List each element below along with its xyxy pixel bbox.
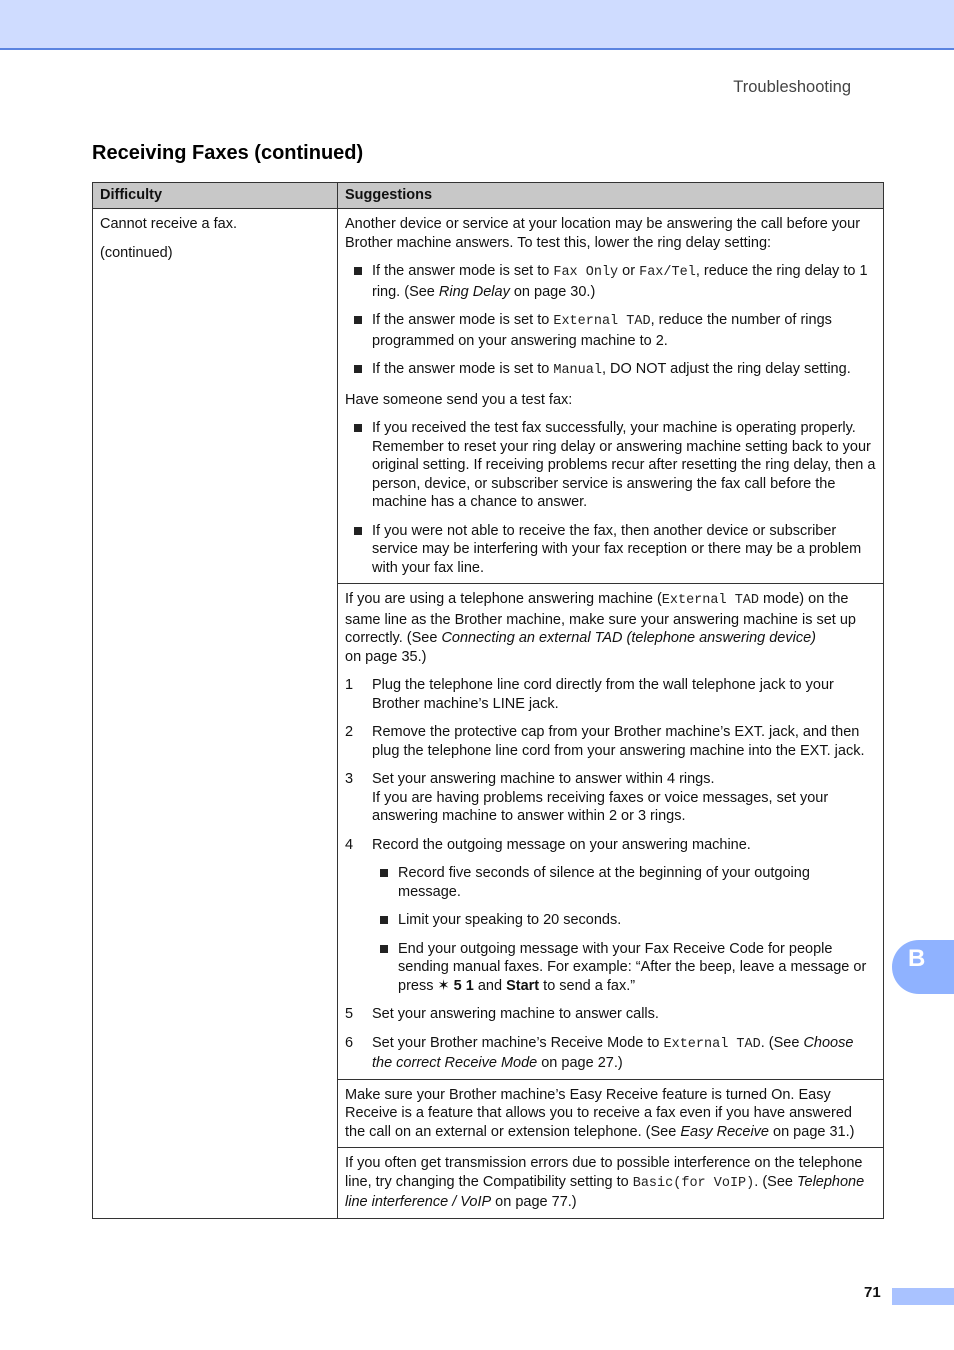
- difficulty-cell: [93, 209, 338, 1219]
- bullet-square-icon: [380, 869, 388, 877]
- bullet-square-icon: [354, 316, 362, 324]
- suggestion-intro: If you are using a telephone answering machine (External TAD mode) on the same line as the Brother machine, make sure your answering machine is set up correctly. (See Connecting an external TAD (telephone answering device) on page 35.): [345, 591, 856, 665]
- step-item: 1 Plug the telephone line cord directly from the wall telephone jack to your Brother machine’s LINE jack.: [345, 677, 834, 712]
- bullet-square-icon: [354, 527, 362, 535]
- suggestion-cell-external-tad: [338, 584, 884, 1080]
- bullet-square-icon: [354, 424, 362, 432]
- page-title: Receiving Faxes (continued): [92, 142, 364, 164]
- step-item: 4 Record the outgoing message on your answering machine.: [345, 836, 751, 853]
- chapter-title: Troubleshooting: [733, 78, 851, 96]
- list-item: If the answer mode is set to External TAD, reduce the number of rings programmed on your answering machine to 2.: [345, 311, 876, 350]
- test-fax-text: Have someone send you a test fax:: [345, 391, 573, 408]
- column-header-difficulty: Difficulty: [93, 183, 338, 209]
- bullet-square-icon: [354, 365, 362, 373]
- step-item: 3 Set your answering machine to answer within 4 rings. If you are having problems receiving faxes or voice messages, set your answering machine to answer within 2 or 3 rings.: [345, 771, 829, 824]
- bullet-square-icon: [380, 945, 388, 953]
- difficulty-text: Cannot receive a fax.: [100, 216, 238, 232]
- suggestion-text: If you often get transmission errors due to possible interference on the telephone line, try changing the Compatibility setting to Basic(for VoIP). (See Telephone line interference / VoIP on page 77.): [345, 1155, 865, 1210]
- suggestion-text: Make sure your Brother machine’s Easy Receive feature is turned On. Easy Receive is a feature that allows you to receive a fax even if you have answered the call on an external or extension telephone. (See Easy Receive on page 31.): [345, 1086, 855, 1140]
- suggestion-cell-ring-delay: [338, 209, 884, 584]
- page-number-bar: [892, 1288, 954, 1305]
- difficulty-continued: (continued): [100, 244, 173, 261]
- table-row: [93, 209, 884, 584]
- step-item: 5 Set your answering machine to answer calls.: [345, 1006, 659, 1022]
- troubleshooting-table: [92, 182, 884, 1219]
- list-item: End your outgoing message with your Fax Receive Code for people sending manual faxes. For example: “After the beep, leave a message or press ✶ 5 1 and Start to send a fax.”: [345, 940, 876, 996]
- table-header-row: [93, 183, 884, 209]
- list-item: If you were not able to receive the fax, then another device or subscriber service may be interfering with your fax reception or there may be a problem with your fax line.: [345, 522, 876, 578]
- chapter-tab-label: B: [908, 945, 926, 972]
- step-item: 2 Remove the protective cap from your Brother machine’s EXT. jack, and then plug the telephone line cord from your answering machine into the EXT. jack.: [345, 724, 865, 759]
- bullet-square-icon: [380, 916, 388, 924]
- list-item: If the answer mode is set to Fax Only or Fax/Tel, reduce the ring delay to 1 ring. (See Ring Delay on page 30.): [345, 262, 876, 301]
- bullet-square-icon: [354, 267, 362, 275]
- list-item: Record five seconds of silence at the beginning of your outgoing message.: [345, 864, 876, 901]
- page-number: 71: [864, 1284, 881, 1301]
- top-header-band: [0, 0, 954, 50]
- star-key-icon: ✶: [437, 977, 450, 994]
- step-item: 6 Set your Brother machine’s Receive Mode to External TAD. (See Choose the correct Receive Mode on page 27.): [345, 1034, 854, 1071]
- suggestion-intro: Another device or service at your location may be answering the call before your Brother machine answers. To test this, lower the ring delay setting:: [345, 216, 861, 251]
- column-header-suggestions: Suggestions: [338, 183, 884, 209]
- chapter-tab: [892, 940, 954, 994]
- suggestion-cell-easy-receive: [338, 1079, 884, 1148]
- list-item: If you received the test fax successfully, your machine is operating properly. Remember to reset your ring delay or answering machine setting back to your original setting. If receiving problems recur after resetting the ring delay, then a person, device, or subscriber service is answering the fax call before the machine has a chance to answer.: [345, 419, 876, 512]
- list-item: Limit your speaking to 20 seconds.: [345, 911, 876, 930]
- suggestion-cell-compatibility: [338, 1148, 884, 1219]
- list-item: If the answer mode is set to Manual, DO NOT adjust the ring delay setting.: [345, 360, 876, 381]
